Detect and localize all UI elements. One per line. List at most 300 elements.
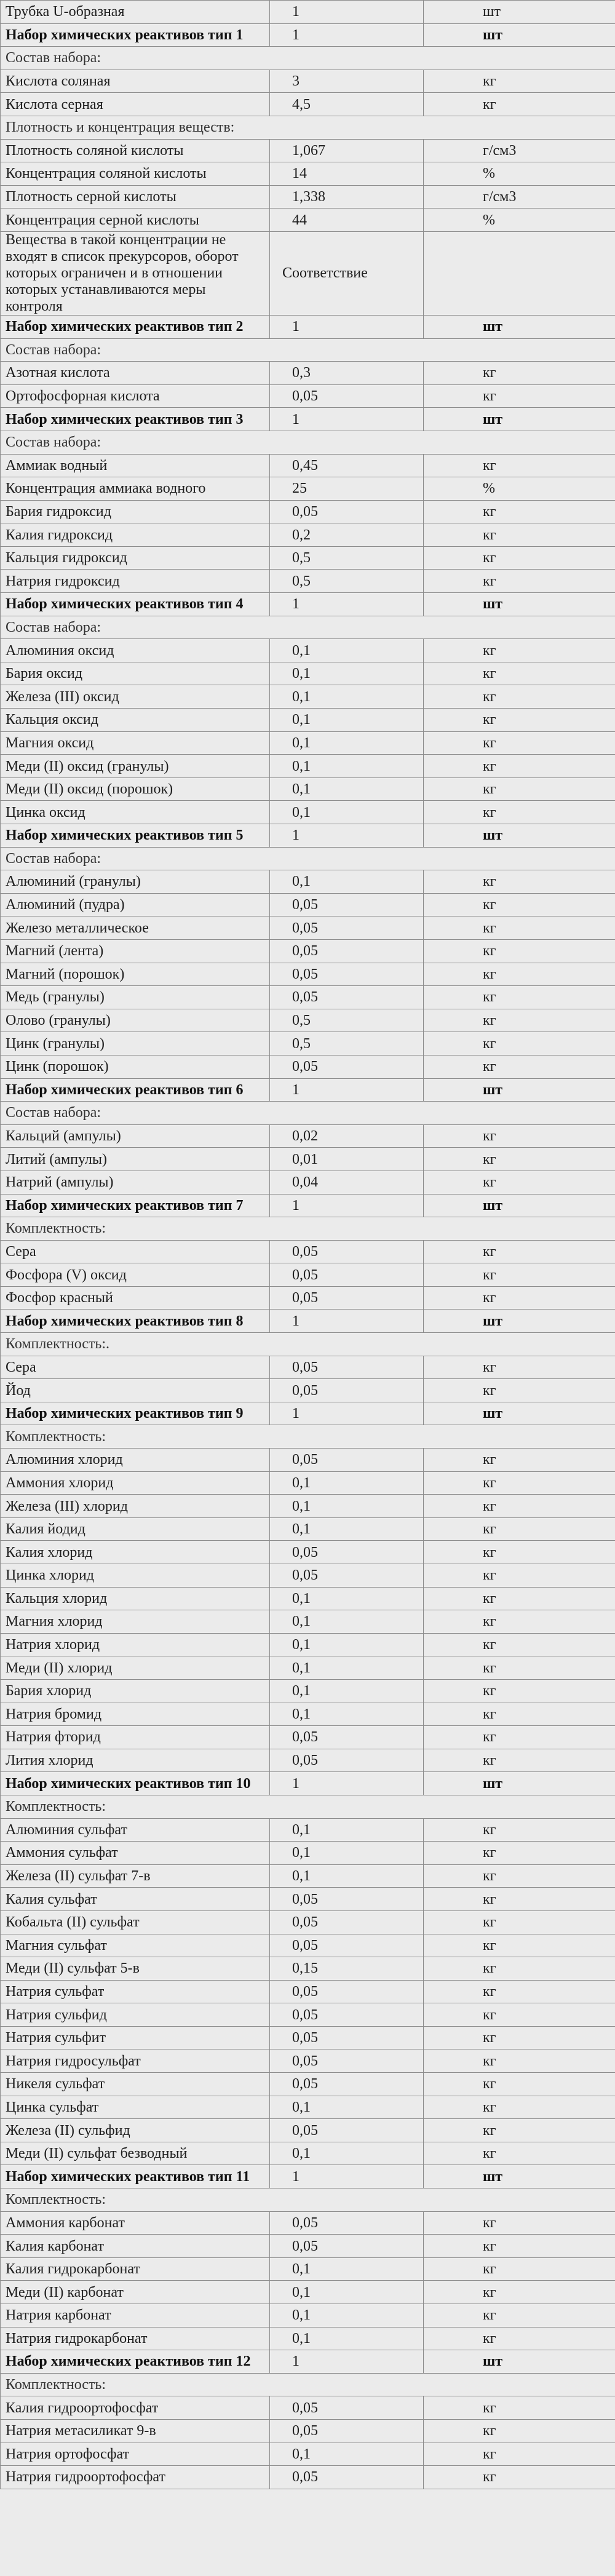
item-quantity-cell: 0,01 [270,1148,424,1171]
item-quantity-cell: 0,1 [270,709,424,732]
table-row [1,1633,615,1656]
table-row [1,1703,615,1726]
table-row [1,1517,615,1541]
table-row [1,1,615,24]
item-quantity-cell: 0,05 [270,2235,424,2258]
table-row [1,916,615,940]
table-row [1,2235,615,2258]
kit-header-row [1,1078,615,1102]
section-subheader-row [1,338,615,362]
table-row [1,1656,615,1680]
item-quantity-cell: 0,05 [270,1541,424,1564]
item-quantity-cell: 1 [270,593,424,616]
item-name-cell: Вещества в такой концентрации не входят в список прекурсоров, оборот которых ограничен и в отношении которых устанавливаются меры контроля [1,231,270,315]
item-quantity-cell: 0,1 [270,2096,424,2119]
table-row [1,2281,615,2304]
table-row [1,1032,615,1055]
table-row [1,986,615,1009]
item-name-cell: Концентрация соляной кислоты [1,162,270,186]
item-quantity-cell: 1 [270,1310,424,1333]
item-quantity-cell: 0,04 [270,1171,424,1194]
item-name-cell: Набор химических реактивов тип 1 [1,23,270,47]
item-unit-cell: кг [424,777,615,801]
item-name-cell: Аммония хлорид [1,1471,270,1495]
item-unit-cell: кг [424,1749,615,1772]
item-quantity-cell: 0,05 [270,1379,424,1402]
item-quantity-cell: 4,5 [270,93,424,116]
item-name-cell: Цинка сульфат [1,2096,270,2119]
section-subheader-row [1,616,615,639]
item-name-cell: Набор химических реактивов тип 9 [1,1402,270,1425]
item-unit-cell: шт [424,408,615,431]
table-row [1,1818,615,1842]
item-unit-cell: кг [424,709,615,732]
item-quantity-cell: 1 [270,1078,424,1102]
table-row [1,1842,615,1865]
item-name-cell: Аммония карбонат [1,2211,270,2235]
item-unit-cell: кг [424,1055,615,1078]
item-unit-cell: кг [424,2327,615,2350]
table-row [1,2142,615,2165]
table-row [1,1957,615,1981]
item-name-cell: Никеля сульфат [1,2073,270,2096]
section-subheader-cell: Комплектность: [1,1795,615,1818]
table-row [1,70,615,93]
kit-header-row [1,1402,615,1425]
table-row [1,870,615,894]
item-quantity-cell: 0,1 [270,639,424,662]
item-unit-cell: % [424,162,615,186]
item-quantity-cell: 0,1 [270,1703,424,1726]
table-row [1,1610,615,1634]
item-quantity-cell: 1,067 [270,139,424,162]
item-quantity-cell: 0,45 [270,454,424,477]
item-name-cell: Бария оксид [1,662,270,685]
item-quantity-cell: 0,05 [270,500,424,523]
table-row [1,2073,615,2096]
item-unit-cell: кг [424,2026,615,2049]
item-quantity-cell: 0,05 [270,2466,424,2489]
item-quantity-cell: 0,05 [270,1055,424,1078]
item-unit-cell: кг [424,731,615,755]
table-body [1,1,615,2489]
table-row [1,2443,615,2466]
item-quantity-cell: 0,1 [270,662,424,685]
item-unit-cell: кг [424,2211,615,2235]
item-unit-cell: кг [424,2257,615,2281]
item-unit-cell: кг [424,1171,615,1194]
table-row [1,2026,615,2049]
item-unit-cell: шт [424,23,615,47]
table-row [1,1934,615,1957]
item-quantity-cell: 1 [270,2350,424,2374]
table-row [1,731,615,755]
item-quantity-cell: 0,05 [270,2049,424,2073]
section-subheader-row [1,2188,615,2212]
section-subheader-row [1,116,615,139]
table-row [1,1864,615,1888]
section-subheader-cell: Состав набора: [1,616,615,639]
item-quantity-cell: 0,1 [270,1633,424,1656]
item-name-cell: Калия хлорид [1,1541,270,1564]
item-name-cell: Кислота соляная [1,70,270,93]
item-unit-cell: шт [424,1772,615,1795]
item-unit-cell: кг [424,1703,615,1726]
item-name-cell: Натрия гидрокарбонат [1,2327,270,2350]
kit-header-row [1,315,615,338]
item-unit-cell: кг [424,1286,615,1310]
item-name-cell: Цинк (порошок) [1,1055,270,1078]
item-quantity-cell: 25 [270,477,424,501]
item-unit-cell: кг [424,2049,615,2073]
item-unit-cell: кг [424,546,615,570]
item-quantity-cell: 0,05 [270,1449,424,1472]
item-unit-cell: шт [424,1402,615,1425]
item-name-cell: Сера [1,1356,270,1379]
item-name-cell: Натрия карбонат [1,2304,270,2328]
item-unit-cell: кг [424,1888,615,1911]
table-row [1,1679,615,1703]
table-row [1,2211,615,2235]
item-name-cell: Кислота серная [1,93,270,116]
table-row [1,893,615,916]
item-name-cell: Натрия сульфат [1,1980,270,2003]
item-quantity-cell: 0,1 [270,1818,424,1842]
item-name-cell: Набор химических реактивов тип 6 [1,1078,270,1102]
section-subheader-cell: Состав набора: [1,1102,615,1125]
item-unit-cell: кг [424,639,615,662]
item-name-cell: Алюминия оксид [1,639,270,662]
item-unit-cell: шт [424,2350,615,2374]
item-unit-cell: кг [424,2235,615,2258]
item-quantity-cell: 0,1 [270,1656,424,1680]
kit-header-row [1,1310,615,1333]
table-row [1,709,615,732]
table-row [1,209,615,232]
table-row [1,963,615,986]
item-quantity-cell: 0,1 [270,755,424,778]
item-unit-cell: кг [424,870,615,894]
item-unit-cell: кг [424,939,615,963]
item-quantity-cell: 0,1 [270,1495,424,1518]
item-unit-cell: кг [424,1818,615,1842]
item-unit-cell: % [424,477,615,501]
item-name-cell: Натрия гидроксид [1,570,270,593]
item-quantity-cell: 1 [270,2165,424,2188]
kit-header-row [1,593,615,616]
item-quantity-cell: 0,1 [270,2443,424,2466]
item-name-cell: Алюминий (пудра) [1,893,270,916]
item-name-cell: Аммиак водный [1,454,270,477]
item-quantity-cell: 0,1 [270,1610,424,1634]
table-row [1,1286,615,1310]
item-unit-cell: кг [424,93,615,116]
item-name-cell: Алюминий (гранулы) [1,870,270,894]
table-row [1,2466,615,2489]
item-unit-cell: кг [424,2073,615,2096]
table-row [1,1240,615,1263]
item-unit-cell: кг [424,1124,615,1148]
item-unit-cell: кг [424,685,615,709]
section-subheader-row [1,847,615,870]
item-quantity-cell: 1,338 [270,185,424,209]
item-name-cell: Цинк (гранулы) [1,1032,270,1055]
table-row [1,1148,615,1171]
item-name-cell: Цинка оксид [1,801,270,824]
table-row [1,185,615,209]
item-unit-cell: кг [424,1587,615,1610]
item-quantity-cell: 0,05 [270,1749,424,1772]
table-row [1,662,615,685]
item-quantity-cell: 1 [270,1194,424,1217]
item-name-cell: Меди (II) хлорид [1,1656,270,1680]
item-name-cell: Набор химических реактивов тип 3 [1,408,270,431]
item-name-cell: Натрия метасиликат 9-в [1,2419,270,2443]
item-unit-cell: г/см3 [424,185,615,209]
item-name-cell: Калия гидроортофосфат [1,2396,270,2420]
item-unit-cell: кг [424,916,615,940]
item-name-cell: Концентрация аммиака водного [1,477,270,501]
item-unit-cell: кг [424,500,615,523]
item-name-cell: Натрия хлорид [1,1633,270,1656]
table-row [1,1980,615,2003]
item-quantity-cell: 0,1 [270,2281,424,2304]
item-quantity-cell: 0,05 [270,1564,424,1588]
table-row [1,1471,615,1495]
section-subheader-cell: Комплектность: [1,2373,615,2396]
item-quantity-cell: 0,05 [270,963,424,986]
table-row [1,454,615,477]
item-name-cell: Меди (II) карбонат [1,2281,270,2304]
item-quantity-cell: 0,5 [270,546,424,570]
item-quantity-cell: Соответствие [270,231,424,315]
table-row [1,939,615,963]
item-quantity-cell: 0,05 [270,986,424,1009]
item-name-cell: Калия сульфат [1,1888,270,1911]
item-name-cell: Кальция хлорид [1,1587,270,1610]
table-row [1,523,615,547]
table-row [1,1910,615,1934]
item-name-cell: Набор химических реактивов тип 11 [1,2165,270,2188]
item-name-cell: Магния оксид [1,731,270,755]
table-row [1,1587,615,1610]
item-quantity-cell: 0,05 [270,2419,424,2443]
item-name-cell: Лития хлорид [1,1749,270,1772]
item-quantity-cell: 0,2 [270,523,424,547]
item-quantity-cell: 0,1 [270,777,424,801]
table-row [1,1495,615,1518]
item-unit-cell: кг [424,1564,615,1588]
item-name-cell: Натрия фторид [1,1726,270,1749]
item-name-cell: Кальция оксид [1,709,270,732]
table-row [1,2096,615,2119]
item-quantity-cell: 1 [270,824,424,848]
item-unit-cell: кг [424,2419,615,2443]
item-unit-cell: кг [424,755,615,778]
item-name-cell: Плотность серной кислоты [1,185,270,209]
item-quantity-cell: 0,5 [270,1032,424,1055]
item-quantity-cell: 0,05 [270,2119,424,2142]
item-name-cell: Сера [1,1240,270,1263]
item-unit-cell: шт [424,593,615,616]
item-name-cell: Набор химических реактивов тип 8 [1,1310,270,1333]
item-name-cell: Кобальта (II) сульфат [1,1910,270,1934]
item-unit-cell: кг [424,1679,615,1703]
table-row [1,1055,615,1078]
item-unit-cell: кг [424,362,615,385]
table-row [1,1749,615,1772]
item-name-cell: Алюминия сульфат [1,1818,270,1842]
table-row [1,1888,615,1911]
item-name-cell: Натрий (ампулы) [1,1171,270,1194]
item-quantity-cell: 0,1 [270,1587,424,1610]
item-unit-cell: кг [424,1517,615,1541]
item-name-cell: Натрия сульфит [1,2026,270,2049]
item-name-cell: Набор химических реактивов тип 5 [1,824,270,848]
item-quantity-cell: 0,1 [270,1864,424,1888]
item-unit-cell: кг [424,1957,615,1981]
section-subheader-cell: Состав набора: [1,47,615,70]
section-subheader-row [1,47,615,70]
item-unit-cell: кг [424,2119,615,2142]
table-row [1,1541,615,1564]
item-quantity-cell: 0,1 [270,2327,424,2350]
item-name-cell: Магний (порошок) [1,963,270,986]
table-row [1,2396,615,2420]
item-quantity-cell: 0,1 [270,2304,424,2328]
table-row [1,362,615,385]
item-unit-cell: кг [424,1541,615,1564]
table-row [1,570,615,593]
item-unit-cell: кг [424,1471,615,1495]
item-unit-cell: шт [424,824,615,848]
item-quantity-cell: 0,5 [270,1009,424,1032]
section-subheader-row [1,1795,615,1818]
item-unit-cell: кг [424,2466,615,2489]
item-unit-cell: шт [424,2165,615,2188]
item-name-cell: Плотность соляной кислоты [1,139,270,162]
item-quantity-cell: 0,15 [270,1957,424,1981]
item-unit-cell: кг [424,963,615,986]
table-row [1,777,615,801]
table-row [1,500,615,523]
kit-header-row [1,824,615,848]
item-name-cell: Магния сульфат [1,1934,270,1957]
item-quantity-cell: 0,02 [270,1124,424,1148]
item-unit-cell: кг [424,1980,615,2003]
item-name-cell: Трубка U-образная [1,1,270,24]
item-quantity-cell: 3 [270,70,424,93]
item-name-cell: Натрия ортофосфат [1,2443,270,2466]
item-unit-cell: кг [424,801,615,824]
item-name-cell: Азотная кислота [1,362,270,385]
item-unit-cell: кг [424,570,615,593]
item-unit-cell: кг [424,1910,615,1934]
item-unit-cell: кг [424,2142,615,2165]
table-row [1,2257,615,2281]
item-unit-cell: кг [424,1449,615,1472]
table-row [1,162,615,186]
item-name-cell: Алюминия хлорид [1,1449,270,1472]
section-subheader-cell: Состав набора: [1,847,615,870]
item-name-cell: Фосфора (V) оксид [1,1263,270,1287]
item-quantity-cell: 0,1 [270,801,424,824]
item-name-cell: Натрия гидросульфат [1,2049,270,2073]
item-unit-cell [424,231,615,315]
section-subheader-row [1,1102,615,1125]
item-quantity-cell: 0,05 [270,1726,424,1749]
item-quantity-cell: 0,05 [270,1888,424,1911]
item-unit-cell: кг [424,2003,615,2027]
item-quantity-cell: 1 [270,315,424,338]
item-name-cell: Натрия сульфид [1,2003,270,2027]
item-quantity-cell: 0,05 [270,384,424,408]
item-name-cell: Калия йодид [1,1517,270,1541]
item-name-cell: Меди (II) оксид (гранулы) [1,755,270,778]
item-name-cell: Меди (II) оксид (порошок) [1,777,270,801]
item-name-cell: Меди (II) сульфат безводный [1,2142,270,2165]
table-row [1,2049,615,2073]
item-name-cell: Бария гидроксид [1,500,270,523]
item-unit-cell: кг [424,1842,615,1865]
section-subheader-cell: Плотность и концентрация веществ: [1,116,615,139]
item-name-cell: Цинка хлорид [1,1564,270,1588]
item-unit-cell: кг [424,2304,615,2328]
item-unit-cell: кг [424,1656,615,1680]
item-unit-cell: кг [424,1726,615,1749]
item-quantity-cell: 1 [270,1772,424,1795]
table-row [1,139,615,162]
table-row [1,93,615,116]
item-name-cell: Йод [1,1379,270,1402]
table-row [1,477,615,501]
section-subheader-cell: Комплектность: [1,2188,615,2212]
item-quantity-cell: 0,1 [270,1471,424,1495]
item-quantity-cell: 0,5 [270,570,424,593]
item-name-cell: Концентрация серной кислоты [1,209,270,232]
item-quantity-cell: 0,1 [270,1842,424,1865]
item-unit-cell: г/см3 [424,139,615,162]
table-row [1,2327,615,2350]
table-row [1,1726,615,1749]
table-row [1,1171,615,1194]
table-row [1,685,615,709]
table-row [1,1356,615,1379]
item-name-cell: Магния хлорид [1,1610,270,1634]
item-unit-cell: кг [424,70,615,93]
kit-header-row [1,2165,615,2188]
item-unit-cell: кг [424,2096,615,2119]
item-name-cell: Натрия гидроортофосфат [1,2466,270,2489]
item-unit-cell: кг [424,1495,615,1518]
kit-header-row [1,1194,615,1217]
item-unit-cell: кг [424,1934,615,1957]
item-name-cell: Железа (II) сульфат 7-в [1,1864,270,1888]
item-unit-cell: кг [424,2443,615,2466]
item-name-cell: Железа (III) хлорид [1,1495,270,1518]
item-quantity-cell: 0,05 [270,1910,424,1934]
item-quantity-cell: 0,1 [270,1517,424,1541]
table-row [1,1379,615,1402]
item-quantity-cell: 0,05 [270,1356,424,1379]
item-quantity-cell: 0,1 [270,1679,424,1703]
table-row [1,1449,615,1472]
item-unit-cell: кг [424,1263,615,1287]
item-quantity-cell: 1 [270,1402,424,1425]
item-unit-cell: кг [424,1610,615,1634]
item-unit-cell: кг [424,1240,615,1263]
section-subheader-row [1,1217,615,1241]
